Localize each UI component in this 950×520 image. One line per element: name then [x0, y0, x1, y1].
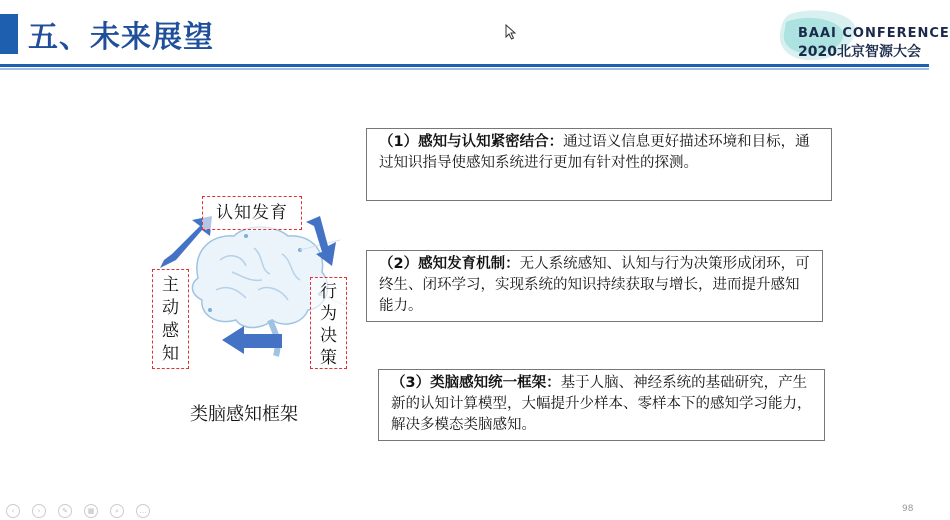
point-box-1: [366, 128, 832, 201]
logo-text-event: 2020北京智源大会: [798, 44, 921, 60]
next-icon[interactable]: ›: [32, 504, 46, 518]
point-body: 无人系统感知、认知与行为决策形成闭环，可终生、闭环学习，实现系统的知识持续获取与增长，进而提升感知能力。: [379, 256, 810, 314]
title-divider-light: [0, 68, 929, 70]
diagram-caption: 类脑感知框架: [190, 404, 298, 425]
more-icon[interactable]: …: [136, 504, 150, 518]
mouse-cursor-icon: [505, 24, 517, 40]
point-body: 通过语义信息更好描述环境和目标，通过知识指导使感知系统进行更加有针对性的探测。: [379, 134, 810, 171]
pen-icon[interactable]: ✎: [58, 504, 72, 518]
point-head: （2）感知发育机制：: [379, 256, 520, 272]
point-head: （1）感知与认知紧密结合：: [379, 134, 564, 150]
grid-icon[interactable]: ▦: [84, 504, 98, 518]
page-number: 98: [902, 504, 914, 514]
label-cognitive-development: 认知发育: [202, 196, 302, 230]
point-body: 基于人脑、神经系统的基础研究，产生新的认知计算模型，大幅提升少样本、零样本下的感知学习能力，解决多模态类脑感知。: [391, 375, 812, 433]
label-active-perception: 主 动 感 知: [152, 269, 189, 369]
slide-title: 五、未来展望: [28, 20, 214, 55]
presentation-toolbar: [6, 504, 150, 518]
logo-text-conference: BAAI CONFERENCE: [798, 26, 950, 41]
title-divider: [0, 64, 929, 67]
point-box-2: [366, 250, 823, 322]
zoom-icon[interactable]: ⌕: [110, 504, 124, 518]
prev-icon[interactable]: ‹: [6, 504, 20, 518]
label-behavior-decision: 行 为 决 策: [310, 277, 347, 369]
baai-logo: [776, 8, 950, 62]
point-head: （3）类脑感知统一框架：: [391, 375, 561, 391]
title-accent-bar: [0, 14, 18, 54]
point-box-3: [378, 369, 825, 441]
